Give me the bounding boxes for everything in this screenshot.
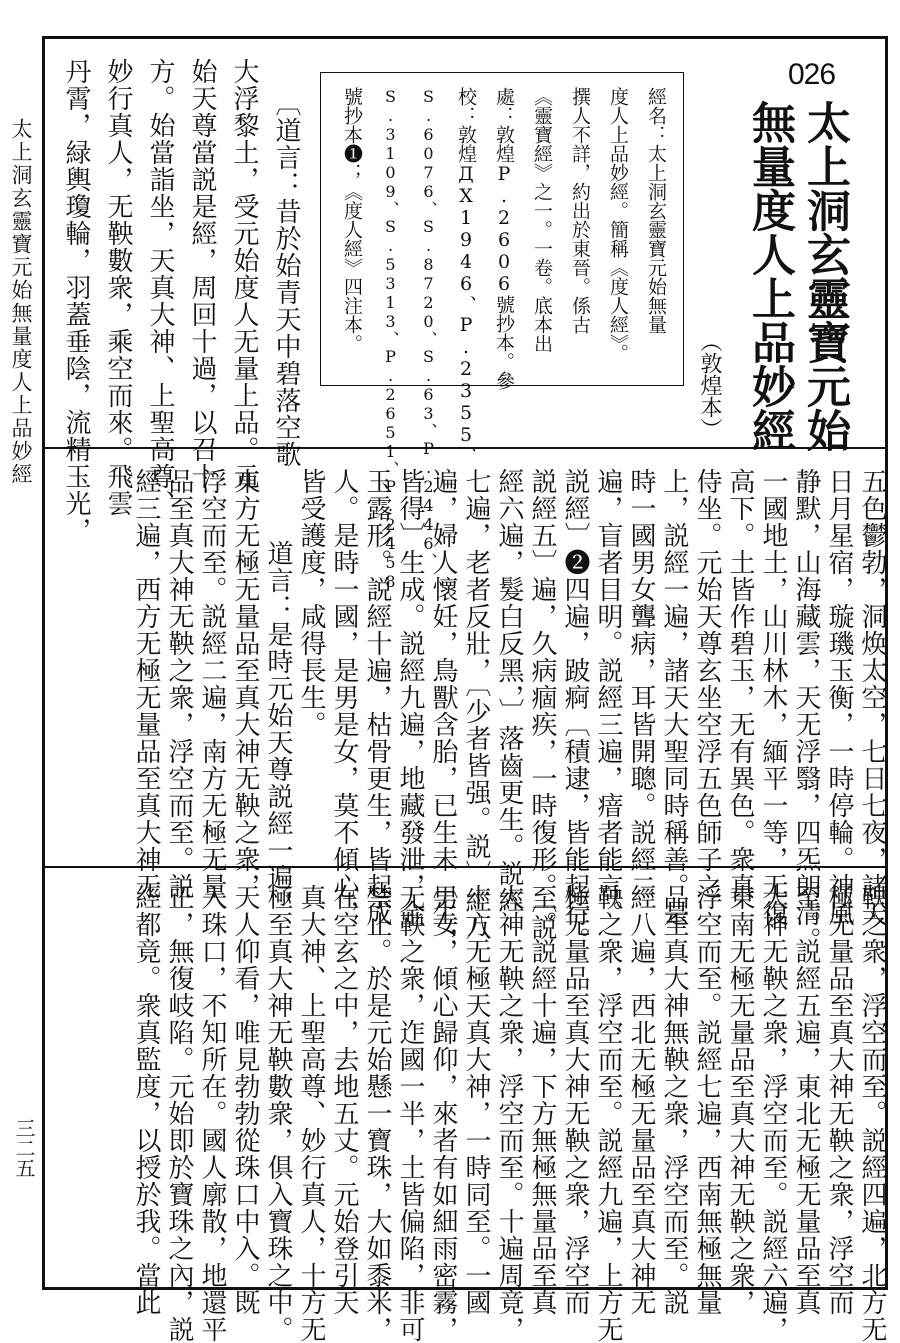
text-column: 鞅之衆，浮空而至。説經四遍，北方无 [857, 884, 887, 1343]
text-column: 遍，婦人懷妊，鳥獸含胎，已生未〔生， [428, 468, 458, 954]
text-column: 皆受護度，咸得長生。 [296, 468, 326, 738]
text-column: 五色鬱勃，洞焕太空，七日七夜，諸天 [857, 468, 887, 927]
title-line-2: 無量度人上品妙經 [744, 100, 795, 452]
text-column: 入珠口，不知所在。國人廓散，地還平 [197, 884, 227, 1343]
text-column: 人。是時一國，是男是女，莫不傾心， [329, 468, 359, 927]
text-column: 浮空而至。説經二遍，南方无極无量 [197, 468, 227, 900]
text-column: 説經五〕遍，久病痼疾，一時復形。〔説 [527, 468, 557, 941]
text-column: 遍，盲者目明。説經三遍，瘖者能言。 [593, 468, 623, 927]
info-line: 《靈寶經》之一。一卷。底本出 [531, 87, 553, 353]
info-line: 號抄本❶；《度人經》四注本。 [341, 87, 363, 353]
text-column: 大神无鞅之衆，浮空而至。説經六遍， [758, 884, 788, 1343]
info-line: S.3109、S.5313、P.2651、P.2458 [381, 87, 400, 591]
info-line: 處：敦煌P.2606號抄本。參 [493, 87, 515, 390]
text-column: 妙行真人，无鞅數衆，乘空而來。飛雲 [103, 58, 133, 517]
text-column: 極无量品至真大神无鞅之衆，浮空而 [824, 884, 854, 1316]
text-column: 日月星宿，璇璣玉衡，一時停輪。神風 [824, 468, 854, 927]
info-line: S.6076、S.8720、S.63、P.2446、 [419, 87, 438, 569]
text-column: 東方无極无量品至真大神无鞅之衆， [230, 468, 260, 900]
text-column: 一國地土，山川林木，緬平一等，无復 [758, 468, 788, 927]
info-line: 度人上品妙經。簡稱《度人經》。 [607, 87, 629, 363]
text-column: 十方无極天真大神，一時同至。一國 [461, 884, 491, 1316]
text-column: 大浮黎土，受元始度人无量上品。元 [229, 58, 259, 490]
text-column: 高下。土皆作碧玉，无有異色。衆真 [725, 468, 755, 900]
text-column: 侍坐。元始天尊玄坐空浮五色師子之 [692, 468, 722, 900]
text-column: 静默，山海藏雲，天无浮翳，四炁朗清。 [791, 468, 821, 954]
info-line: 校：敦煌ДX1946、P.2355、 [455, 87, 477, 465]
text-column: 方。始當詣坐，天真大神、上聖高尊、 [145, 58, 175, 517]
text-column: 至。説經十遍，下方無極無量品至真 [527, 884, 557, 1316]
text-column: 在空玄之中，去地五丈。元始登引天 [329, 884, 359, 1316]
text-column: 至。説經五遍，東北无極无量品至真 [791, 884, 821, 1316]
text-column: 正，無復岐陷。元始即於寶珠之內，説 [164, 884, 194, 1343]
text-column: 東南无極无量品至真大神无鞅之衆， [725, 884, 755, 1316]
text-column: 始天尊當説是經，周回十過，以召十 [187, 58, 217, 490]
info-line: 經名：太上洞玄靈寶元始無量 [645, 87, 667, 334]
running-title: 太上洞玄靈寶元始無量度人上品妙經 [9, 118, 33, 486]
text-column: 經六遍，髮白反黑，〕落齒更生。説經 [494, 468, 524, 914]
info-box [320, 72, 684, 591]
text-column: 經都竟。衆真監度，以授於我。當此 [131, 884, 161, 1316]
text-column: 極无量品至真大神无鞅之衆，浮空而 [560, 884, 590, 1316]
text-code: 026 [788, 58, 836, 91]
text-column: 皆得〕生成。説經九遍，地藏發泄，金 [395, 468, 425, 927]
text-column: 説經〕❷四遍，跛痾〔積逮，皆能起行。 [560, 468, 590, 954]
text-column: 真大神、上聖高尊、妙行真人，十方无 [296, 884, 326, 1343]
text-column: 无鞅之衆，迮國一半，土皆偏陷，非可 [395, 884, 425, 1343]
text-column: 七遍，老者反壯，〔少者皆强。説〕經八 [461, 468, 491, 941]
text-column: 玉露形。説經十遍，枯骨更生，皆起成 [362, 468, 392, 927]
text-column: 品至真大神无鞅之衆，浮空而至。説 [164, 468, 194, 900]
text-column: 鞅之衆，浮空而至。説經九遍，上方无 [593, 884, 623, 1343]
text-column: 品至真大神無鞅之衆，浮空而至。説 [659, 884, 689, 1316]
text-column: 上，説經一遍，諸天大聖同時稱善。是 [659, 468, 689, 927]
text-column: 丹霄，緑輿瓊輪，羽蓋垂陰，流精玉光， [61, 58, 91, 544]
page-number: 三二五 [12, 1118, 36, 1178]
text-column: 道言：是時元始天尊説經一遍， [263, 540, 293, 918]
text-column: 經八遍，西北无極无量品至真大神无 [626, 884, 656, 1316]
text-column: 經三遍，西方无極无量品至真大神无 [131, 468, 161, 900]
text-column: 極至真大神无鞅數衆，俱入寶珠之中。 [263, 884, 293, 1343]
text-column: 天人仰看，唯見勃勃從珠口中入。既 [230, 884, 260, 1316]
title-line-1: 太上洞玄靈寶元始 [799, 100, 850, 452]
text-column: 〔道言：昔於始青天中碧落空歌 [271, 90, 301, 468]
text-column: 男女，傾心歸仰，來者有如細雨密霧， [428, 884, 458, 1343]
text-column: 禁止。於是元始懸一寶珠，大如黍米， [362, 884, 392, 1343]
text-column: 浮空而至。説經七遍，西南無極無量 [692, 884, 722, 1316]
edition-label: （敦煌本） [697, 330, 722, 440]
info-line: 撰人不詳，約出於東晉。係古 [569, 87, 591, 334]
text-column: 時一國男女聾病，耳皆開聰。説經二 [626, 468, 656, 900]
text-column: 大神无鞅之衆，浮空而至。十遍周竟， [494, 884, 524, 1343]
